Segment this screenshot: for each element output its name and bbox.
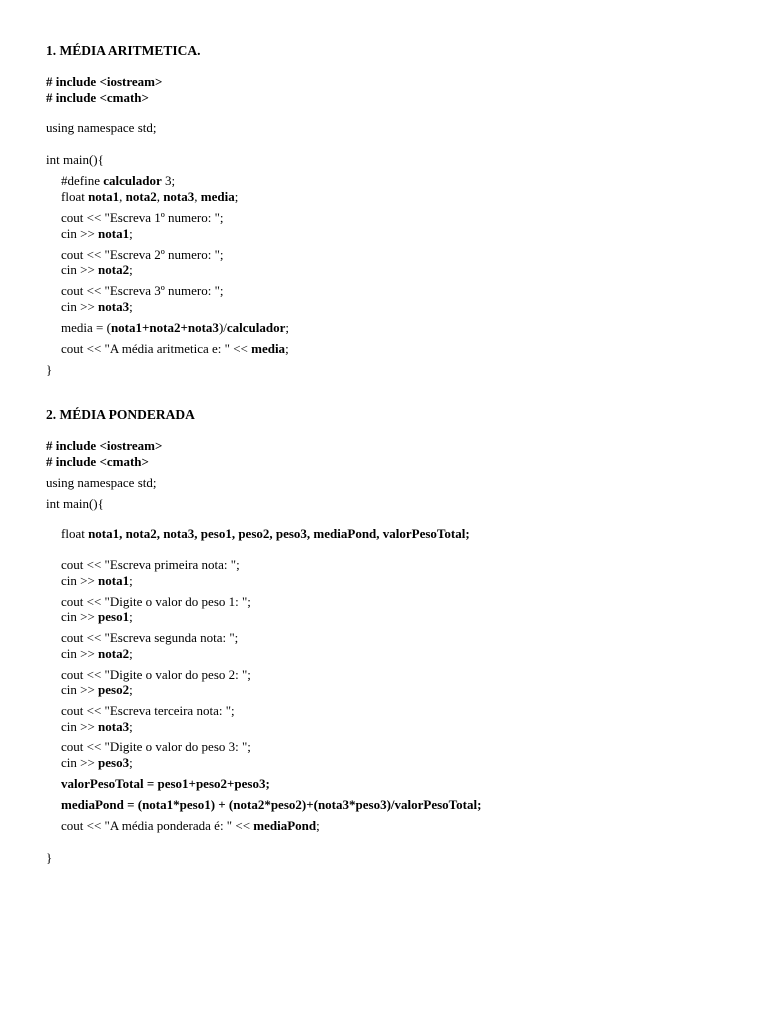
s1-media-assign: media = (nota1+nota2+nota3)/calculador; xyxy=(61,320,290,335)
s2-cout-5: cout << "Escreva terceira nota: "; xyxy=(61,703,235,718)
section2-heading: 2. MÉDIA PONDERADA xyxy=(46,407,195,422)
s2-cin-3: cin >> nota2; xyxy=(61,646,133,661)
s2-main-close: } xyxy=(46,850,53,865)
s2-cout-4: cout << "Digite o valor do peso 2: "; xyxy=(61,667,251,682)
s1-include-iostream: # include <iostream> xyxy=(46,74,163,89)
s2-cin-5: cin >> nota3; xyxy=(61,719,133,734)
s1-main-open: int main(){ xyxy=(46,152,104,167)
s2-cout-result: cout << "A média ponderada é: " << mediaPond; xyxy=(61,818,320,833)
s1-float-decl: float nota1, nota2, nota3, media; xyxy=(61,189,239,204)
s2-using-namespace: using namespace std; xyxy=(46,475,157,490)
s2-cout-6: cout << "Digite o valor do peso 3: "; xyxy=(61,739,251,754)
s2-cin-4: cin >> peso2; xyxy=(61,682,133,697)
s2-include-iostream: # include <iostream> xyxy=(46,438,163,453)
section1-heading: 1. MÉDIA ARITMETICA. xyxy=(46,43,201,58)
s1-define-line: #define calculador 3; xyxy=(61,173,176,188)
s2-cin-6: cin >> peso3; xyxy=(61,755,133,770)
s1-cout-result: cout << "A média aritmetica e: " << media; xyxy=(61,341,289,356)
s1-main-close: } xyxy=(46,362,53,377)
s1-cin-1: cin >> nota1; xyxy=(61,226,133,241)
s2-cin-1: cin >> nota1; xyxy=(61,573,133,588)
s2-include-cmath: # include <cmath> xyxy=(46,454,149,469)
s1-cout-2: cout << "Escreva 2º numero: "; xyxy=(61,247,224,262)
s2-cout-2: cout << "Digite o valor do peso 1: "; xyxy=(61,594,251,609)
s1-cout-1: cout << "Escreva 1º numero: "; xyxy=(61,210,224,225)
s2-cout-1: cout << "Escreva primeira nota: "; xyxy=(61,557,240,572)
s1-cout-3: cout << "Escreva 3º numero: "; xyxy=(61,283,224,298)
s1-cin-2: cin >> nota2; xyxy=(61,262,133,277)
s2-peso-total: valorPesoTotal = peso1+peso2+peso3; xyxy=(61,776,270,791)
s2-main-open: int main(){ xyxy=(46,496,104,511)
s2-float-decl: float nota1, nota2, nota3, peso1, peso2, peso3, mediaPond, valorPesoTotal; xyxy=(61,526,470,541)
s2-media-pond: mediaPond = (nota1*peso1) + (nota2*peso2)+(nota3*peso3)/valorPesoTotal; xyxy=(61,797,482,812)
s2-cin-2: cin >> peso1; xyxy=(61,609,133,624)
s1-include-cmath: # include <cmath> xyxy=(46,90,149,105)
s2-cout-3: cout << "Escreva segunda nota: "; xyxy=(61,630,239,645)
s1-cin-3: cin >> nota3; xyxy=(61,299,133,314)
s1-using-namespace: using namespace std; xyxy=(46,120,157,135)
